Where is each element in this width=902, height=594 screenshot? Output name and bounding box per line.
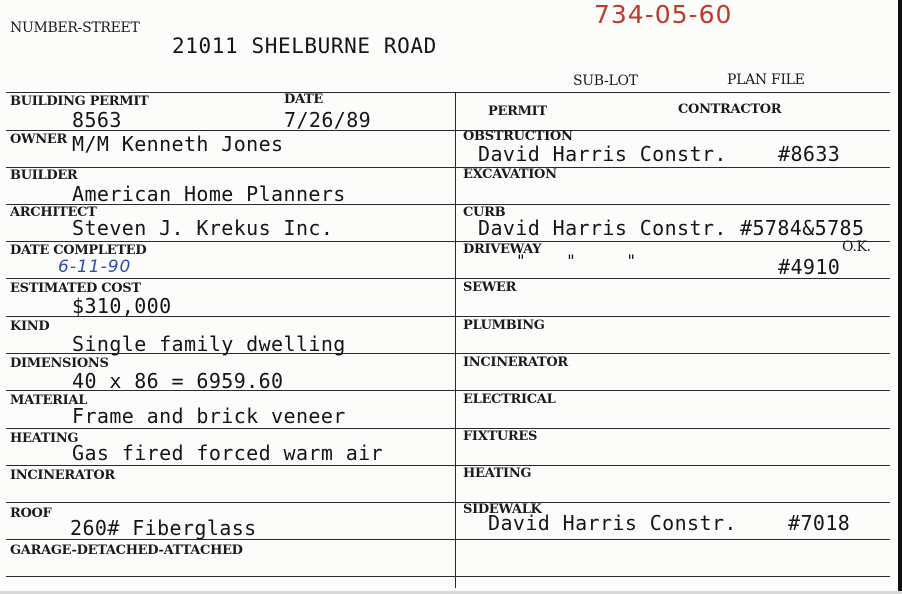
estimated-cost-label: ESTIMATED COST [10, 281, 141, 296]
builder-label: BUILDER [10, 168, 78, 183]
architect-value: Steven J. Krekus Inc. [72, 216, 334, 240]
heating-label: HEATING [10, 431, 79, 446]
driveway-permit: #4910 [778, 255, 841, 279]
driveway-label: DRIVEWAY [463, 242, 542, 257]
curb-permit: #5784&5785 [740, 216, 865, 240]
scan-edge [898, 0, 902, 594]
address: 21011 SHELBURNE ROAD [172, 34, 437, 58]
number-street-label: NUMBER-STREET [10, 20, 140, 36]
driveway-ok: O.K. [842, 239, 871, 255]
obstruction-permit: #8633 [778, 142, 841, 166]
roof-value: 260# Fiberglass [70, 516, 257, 540]
fixtures-label: FIXTURES [463, 429, 538, 444]
rule [6, 465, 890, 466]
permit-label: PERMIT [488, 104, 547, 119]
material-label: MATERIAL [10, 393, 88, 408]
building-permit-label: BUILDING PERMIT [10, 94, 149, 109]
rule [6, 428, 890, 429]
rule [6, 241, 890, 242]
garage-label: GARAGE-DETACHED-ATTACHED [10, 543, 243, 558]
plumbing-label: PLUMBING [463, 318, 545, 333]
rule [6, 167, 890, 168]
curb-label: CURB [463, 205, 506, 220]
rule [6, 278, 890, 279]
material-value: Frame and brick veneer [72, 404, 346, 428]
kind-value: Single family dwelling [72, 332, 346, 356]
date-completed-label: DATE COMPLETED [10, 243, 147, 258]
heating-value: Gas fired forced warm air [72, 441, 384, 465]
file-number: 734-05-60 [594, 0, 733, 29]
excavation-label: EXCAVATION [463, 167, 557, 182]
dimensions-label: DIMENSIONS [10, 356, 109, 371]
date-label: DATE [284, 92, 324, 107]
sidewalk-permit: #7018 [788, 511, 851, 535]
electrical-label: ELECTRICAL [463, 392, 556, 407]
obstruction-label: OBSTRUCTION [463, 129, 573, 144]
rule [6, 502, 890, 503]
incinerator-label: INCINERATOR [10, 468, 115, 483]
roof-label: ROOF [10, 506, 52, 521]
plan-file-label: PLAN FILE [727, 72, 805, 88]
column-divider [455, 92, 456, 588]
date-completed-value: 6-11-90 [58, 257, 132, 277]
kind-label: KIND [10, 319, 50, 334]
heating-right-label: HEATING [463, 466, 532, 481]
rule [6, 130, 890, 131]
driveway-ditto-marks: " " " [516, 251, 637, 270]
architect-label: ARCHITECT [10, 205, 97, 220]
rule [6, 576, 890, 577]
owner-label: OWNER [10, 132, 68, 147]
incinerator-right-label: INCINERATOR [463, 355, 568, 370]
rule [6, 92, 890, 93]
estimated-cost-value: $310,000 [72, 294, 172, 318]
sidewalk-contractor: David Harris Constr. [488, 511, 737, 535]
contractor-label: CONTRACTOR [678, 102, 782, 117]
owner-value: M/M Kenneth Jones [72, 132, 284, 156]
curb-contractor: David Harris Constr. [478, 216, 727, 240]
sub-lot-label: SUB-LOT [573, 73, 638, 89]
sewer-label: SEWER [463, 280, 517, 295]
building-permit-number: 8563 [72, 108, 122, 132]
builder-value: American Home Planners [72, 182, 346, 206]
sidewalk-label: SIDEWALK [463, 502, 542, 517]
permit-date: 7/26/89 [284, 108, 372, 132]
obstruction-contractor: David Harris Constr. [478, 142, 727, 166]
dimensions-value: 40 x 86 = 6959.60 [72, 369, 284, 393]
